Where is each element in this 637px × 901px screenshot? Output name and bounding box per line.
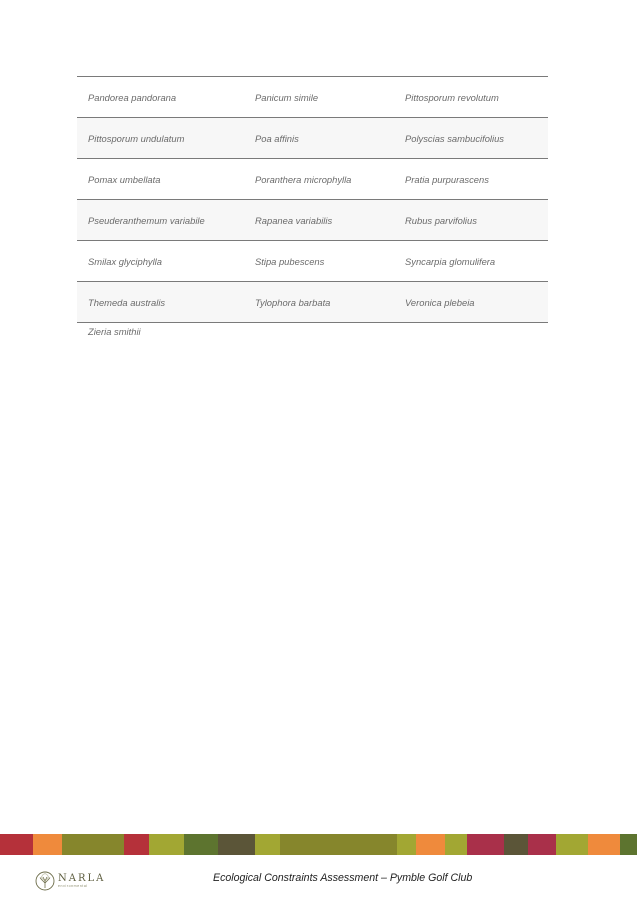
- species-cell: Poranthera microphylla: [255, 173, 352, 185]
- logo-name: NARLA: [58, 872, 106, 884]
- table-row: [77, 77, 548, 118]
- species-cell: Pseuderanthemum variabile: [88, 214, 205, 226]
- species-table: [77, 76, 548, 372]
- species-cell: Pittosporum undulatum: [88, 132, 185, 144]
- stripe-segment: [620, 834, 637, 855]
- species-cell: Pratia purpurascens: [405, 173, 489, 185]
- species-cell: Zieria smithii: [88, 326, 141, 337]
- stripe-segment: [397, 834, 416, 855]
- stripe-segment: [280, 834, 396, 855]
- narla-logo: [35, 869, 125, 893]
- stripe-segment: [184, 834, 218, 855]
- stripe-segment: [0, 834, 33, 855]
- stripe-segment: [528, 834, 555, 855]
- stripe-segment: [255, 834, 280, 855]
- stripe-segment: [33, 834, 62, 855]
- table-row: [77, 282, 548, 323]
- species-cell: Pittosporum revolutum: [405, 91, 499, 103]
- species-cell: Veronica plebeia: [405, 296, 475, 308]
- stripe-segment: [62, 834, 124, 855]
- species-cell: Polyscias sambucifolius: [405, 132, 504, 144]
- table-row: [77, 323, 548, 372]
- stripe-segment: [124, 834, 149, 855]
- stripe-segment: [445, 834, 467, 855]
- species-cell: Pomax umbellata: [88, 173, 161, 185]
- stripe-segment: [218, 834, 255, 855]
- table-row: [77, 159, 548, 200]
- table-row: [77, 118, 548, 159]
- stripe-segment: [588, 834, 620, 855]
- species-cell: Rubus parvifolius: [405, 214, 477, 226]
- footer-document-title: Ecological Constraints Assessment – Pymble Golf Club: [213, 872, 473, 884]
- species-cell: Panicum simile: [255, 91, 319, 103]
- species-cell: Stipa pubescens: [255, 255, 325, 267]
- footer-color-stripe: [0, 834, 637, 855]
- stripe-segment: [149, 834, 184, 855]
- stripe-segment: [504, 834, 528, 855]
- species-cell: Themeda australis: [88, 296, 166, 308]
- species-cell: Smilax glyciphylla: [88, 255, 162, 267]
- stripe-segment: [416, 834, 445, 855]
- stripe-segment: [467, 834, 504, 855]
- stripe-segment: [556, 834, 588, 855]
- species-cell: Rapanea variabilis: [255, 214, 333, 226]
- table-row: [77, 241, 548, 282]
- species-cell: Pandorea pandorana: [88, 91, 177, 103]
- species-cell: Syncarpia glomulifera: [405, 255, 496, 267]
- species-cell: Tylophora barbata: [255, 296, 331, 308]
- species-cell: Poa affinis: [255, 132, 299, 144]
- table-row: [77, 200, 548, 241]
- tree-icon: [35, 871, 55, 891]
- logo-subtitle: environmental: [58, 883, 88, 888]
